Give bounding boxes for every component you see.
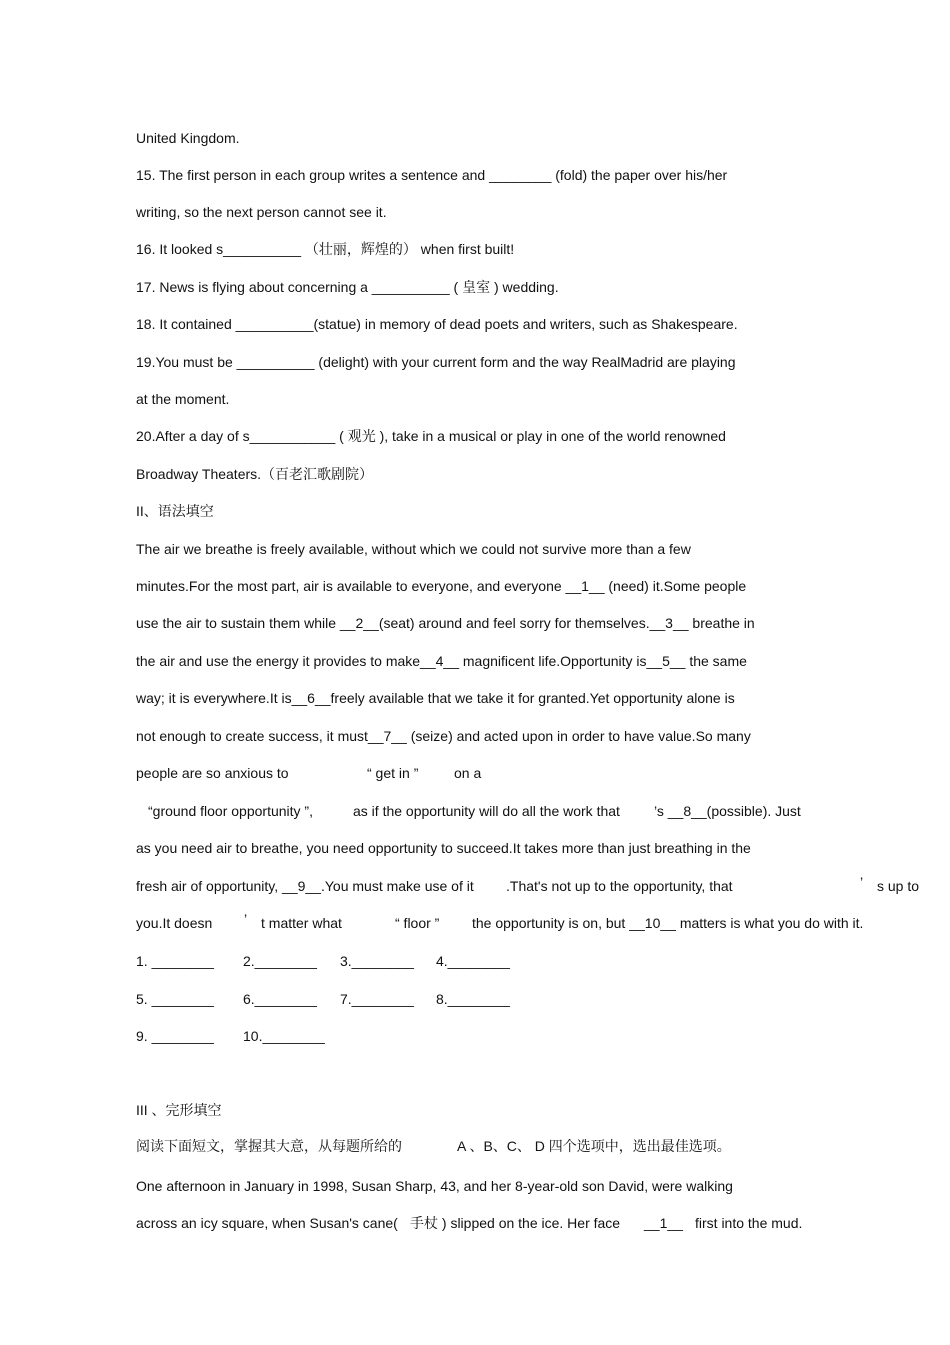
answer-blank[interactable]: 9. ________: [136, 1028, 214, 1044]
passage-fragment: you.It doesn: [136, 915, 213, 931]
text-line: writing, so the next person cannot see it.: [136, 204, 387, 220]
answer-blank[interactable]: 3.________: [340, 953, 414, 969]
passage-fragment: on a: [454, 765, 482, 781]
answer-blank[interactable]: 5. ________: [136, 991, 214, 1007]
question-16: 16. It looked s__________ （壮丽，辉煌的） when first built!: [136, 241, 515, 257]
passage-line: the air and use the energy it provides to make__4__ magnificent life.Opportunity is__5__ the same: [136, 653, 747, 669]
passage-fragment: “ground floor opportunity ”,: [148, 803, 313, 819]
instruction-text: A 、B、C、 D 四个选项中，选出最佳选项。: [457, 1138, 731, 1154]
text-line: Broadway Theaters.（百老汇歌剧院）: [136, 466, 374, 482]
passage-fragment: 手杖 ) slipped on the ice. Her face: [410, 1215, 621, 1231]
passage-fragment: .That's not up to the opportunity, that: [506, 878, 733, 894]
passage-line: way; it is everywhere.It is__6__freely available that we take it for granted.Yet opportunity alone is: [136, 690, 735, 706]
instruction-text: 阅读下面短文，掌握其大意，从每题所给的: [136, 1138, 402, 1154]
answer-blank[interactable]: 1. ________: [136, 953, 214, 969]
question-20: 20.After a day of s___________ ( 观光 ), take in a musical or play in one of the world renowned: [136, 428, 726, 444]
answer-blank[interactable]: 8.________: [436, 991, 510, 1007]
question-19: 19.You must be __________ (delight) with your current form and the way RealMadrid are playing: [136, 354, 736, 370]
answer-blank[interactable]: 7.________: [340, 991, 414, 1007]
passage-line: not enough to create success, it must__7__ (seize) and acted upon in order to have value.So many: [136, 728, 751, 744]
answer-blank[interactable]: 6.________: [243, 991, 317, 1007]
text-line: United Kingdom.: [136, 130, 240, 146]
passage-fragment: first into the mud.: [695, 1215, 803, 1231]
passage-line: One afternoon in January in 1998, Susan Sharp, 43, and her 8-year-old son David, were walking: [136, 1178, 733, 1194]
section-heading-grammar: II、语法填空: [136, 503, 214, 519]
passage-fragment: ’s __8__(possible). Just: [654, 803, 801, 819]
passage-fragment: s up to: [877, 878, 920, 894]
question-15: 15. The first person in each group writes a sentence and ________ (fold) the paper over his/her: [136, 167, 728, 183]
answer-blank[interactable]: 10.________: [243, 1028, 325, 1044]
text-line: at the moment.: [136, 391, 230, 407]
passage-fragment: “ get in ”: [367, 765, 419, 781]
passage-fragment: ’: [860, 874, 864, 890]
passage-line: as you need air to breathe, you need opportunity to succeed.It takes more than just breathing in the: [136, 840, 751, 856]
section-heading-cloze: III 、完形填空: [136, 1102, 222, 1118]
passage-line: The air we breathe is freely available, without which we could not survive more than a few: [136, 541, 691, 557]
passage-line: minutes.For the most part, air is available to everyone, and everyone __1__ (need) it.Some people: [136, 578, 747, 594]
question-18: 18. It contained __________(statue) in memory of dead poets and writers, such as Shakespeare.: [136, 316, 738, 332]
passage-line: use the air to sustain them while __2__(seat) around and feel sorry for themselves.__3__ breathe in: [136, 615, 755, 631]
passage-fragment: people are so anxious to: [136, 765, 289, 781]
question-17: 17. News is flying about concerning a __________ ( 皇室 ) wedding.: [136, 279, 559, 295]
passage-fragment: across an icy square, when Susan's cane(: [136, 1215, 398, 1231]
passage-fragment: t matter what: [261, 915, 342, 931]
passage-fragment: “ floor ”: [395, 915, 440, 931]
answer-blank[interactable]: 2.________: [243, 953, 317, 969]
cloze-blank: __1__: [644, 1215, 683, 1231]
passage-fragment: fresh air of opportunity, __9__.You must make use of it: [136, 878, 474, 894]
passage-fragment: the opportunity is on, but __10__ matters is what you do with it.: [472, 915, 864, 931]
passage-fragment: ’: [244, 911, 248, 927]
answer-blank[interactable]: 4.________: [436, 953, 510, 969]
passage-fragment: as if the opportunity will do all the work that: [353, 803, 620, 819]
